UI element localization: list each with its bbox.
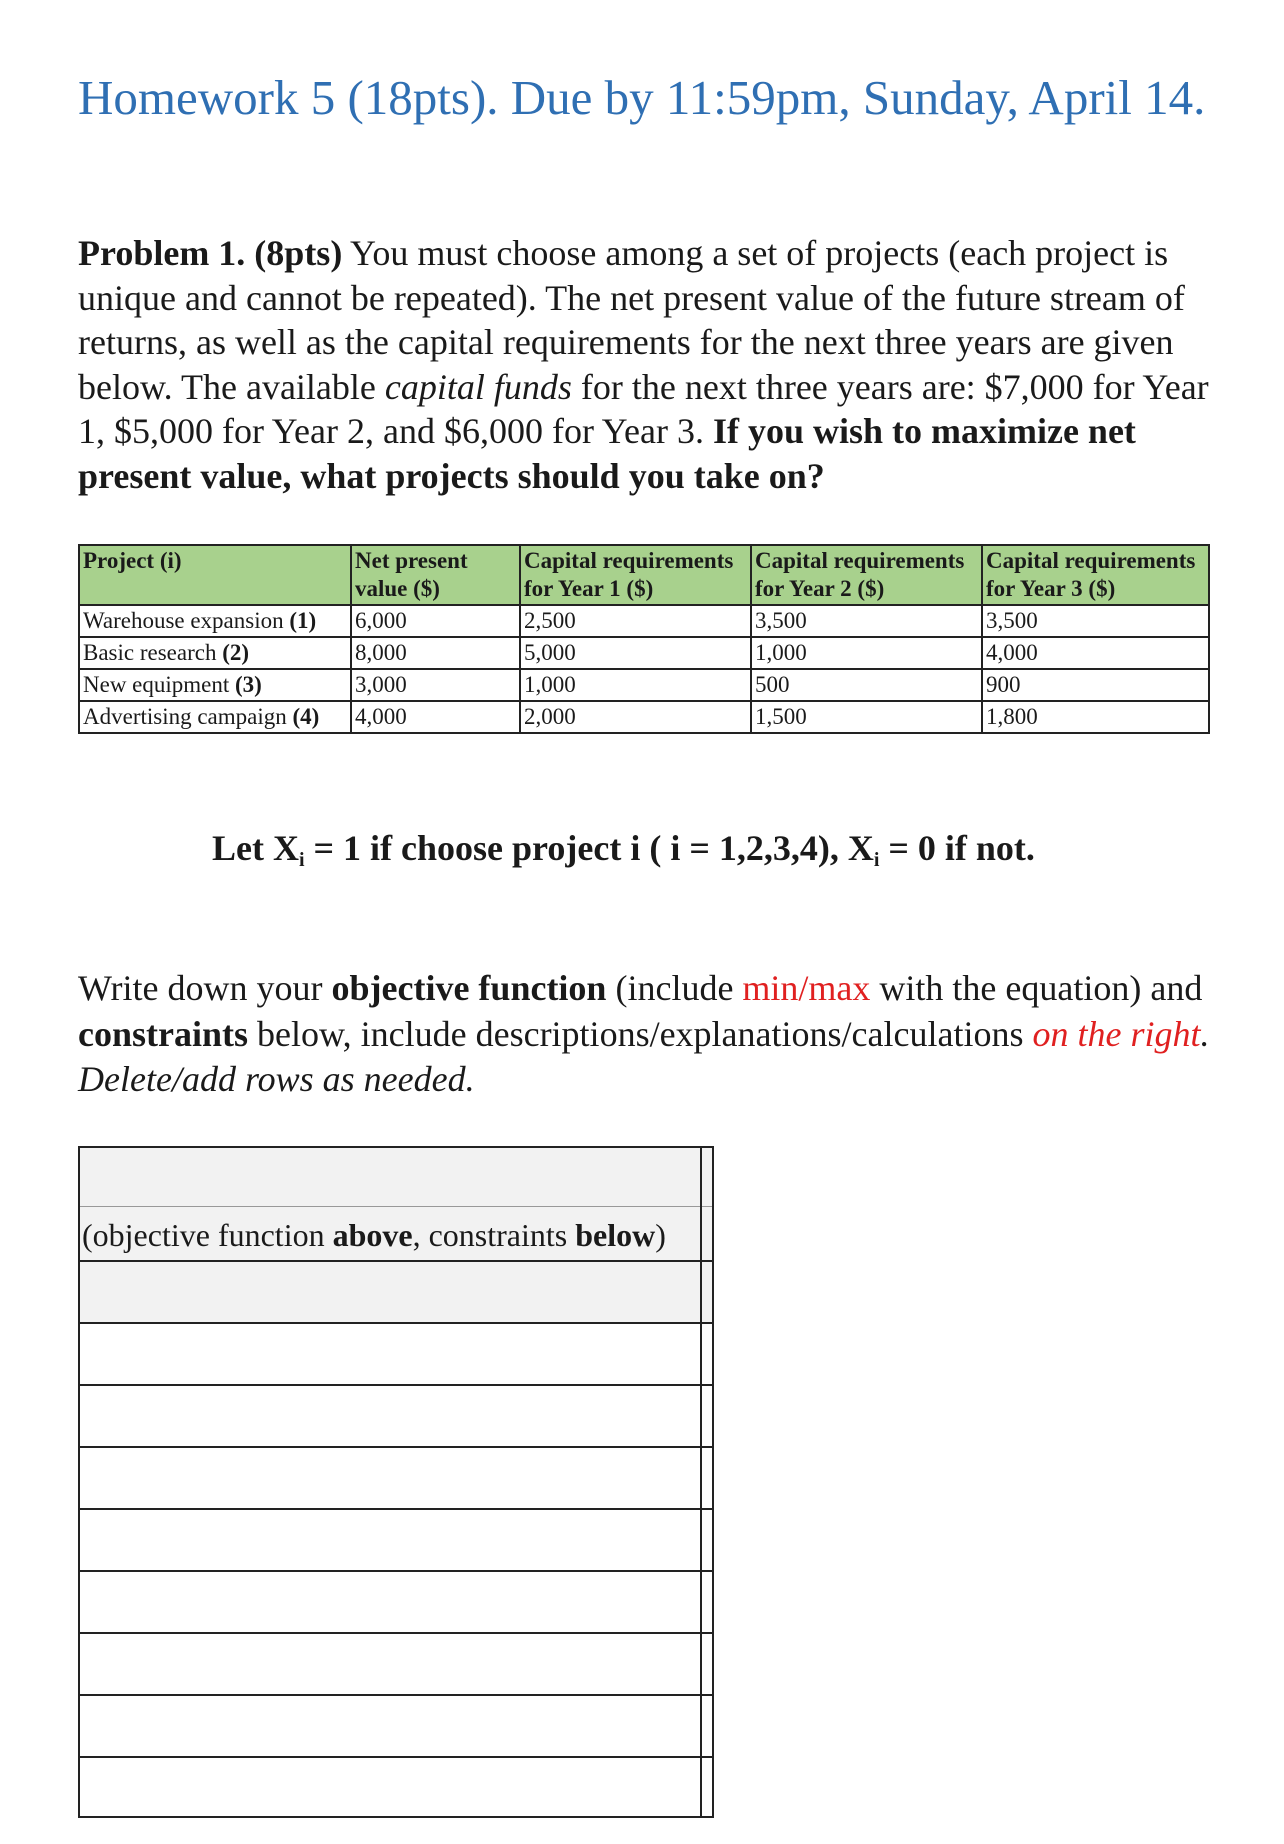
table-row — [79, 701, 1209, 733]
year3-cell: 4,000 — [982, 637, 1209, 669]
year1-cell: 2,500 — [520, 605, 751, 637]
divider — [80, 1206, 712, 1207]
year2-cell: 1,500 — [751, 701, 982, 733]
table-row — [79, 637, 1209, 669]
problem-text-2: for the next three years are: $7,000 for Year 1, $5,000 for Year 2, and $6,000 for Year 3. — [78, 366, 1209, 451]
project-name-cell: Basic research (2) — [79, 637, 351, 669]
header-year3: Capital requirements for Year 3 ($) — [982, 545, 1209, 605]
year2-cell: 1,000 — [751, 637, 982, 669]
projects-table — [78, 544, 1210, 734]
constraint-row[interactable] — [78, 1260, 714, 1322]
table-row — [79, 669, 1209, 701]
year1-cell: 2,000 — [520, 701, 751, 733]
answer-grid — [78, 1146, 714, 1818]
header-npv: Net present value ($) — [351, 545, 520, 605]
constraint-row[interactable] — [78, 1694, 714, 1756]
objective-constraints-label: (objective function above, constraints below) — [82, 1217, 666, 1253]
project-name-cell: New equipment (3) — [79, 669, 351, 701]
year2-cell: 500 — [751, 669, 982, 701]
table-row — [79, 605, 1209, 637]
constraint-row[interactable] — [78, 1570, 714, 1632]
project-name-cell: Warehouse expansion (1) — [79, 605, 351, 637]
header-year1: Capital requirements for Year 1 ($) — [520, 545, 751, 605]
instructions: Write down your objective function (include min/max with the equation) and constraints below, include descriptions/explanations/calculations on the right. Delete/add rows as needed. — [78, 968, 1210, 1099]
year1-cell: 5,000 — [520, 637, 751, 669]
constraint-row[interactable] — [78, 1322, 714, 1384]
constraint-row[interactable] — [78, 1756, 714, 1818]
constraint-row[interactable] — [78, 1508, 714, 1570]
problem-question: If you wish to maximize net present value, what projects should you take on? — [78, 411, 1136, 496]
problem-label: Problem 1. (8pts) — [78, 233, 343, 273]
year2-cell: 3,500 — [751, 605, 982, 637]
header-year2: Capital requirements for Year 2 ($) — [751, 545, 982, 605]
header-project: Project (i) — [79, 545, 351, 605]
project-name-cell: Advertising campaign (4) — [79, 701, 351, 733]
objective-row[interactable] — [78, 1146, 714, 1260]
year3-cell: 1,800 — [982, 701, 1209, 733]
npv-cell: 4,000 — [351, 701, 520, 733]
npv-cell: 8,000 — [351, 637, 520, 669]
year1-cell: 1,000 — [520, 669, 751, 701]
constraint-row[interactable] — [78, 1384, 714, 1446]
year3-cell: 900 — [982, 669, 1209, 701]
problem-emphasis: capital funds — [384, 366, 572, 407]
page-title: Homework 5 (18pts). Due by 11:59pm, Sunday, April 14. — [78, 70, 1206, 125]
variable-definition: Let $X_i = 1$ if choose project i ( i = 1,2,3,4), $X_i = 0$ if not. — [212, 828, 1035, 871]
year3-cell: 3,500 — [982, 605, 1209, 637]
npv-cell: 3,000 — [351, 669, 520, 701]
constraint-row[interactable] — [78, 1632, 714, 1694]
constraint-row[interactable] — [78, 1446, 714, 1508]
problem-text-1: You must choose among a set of projects (each project is unique and cannot be repeated). The net present value of the future stream of returns, as well as the capital requirements for the next three years are given below. The available — [78, 233, 1185, 407]
npv-cell: 6,000 — [351, 605, 520, 637]
problem-statement — [78, 231, 1228, 498]
table-header-row — [79, 545, 1209, 605]
